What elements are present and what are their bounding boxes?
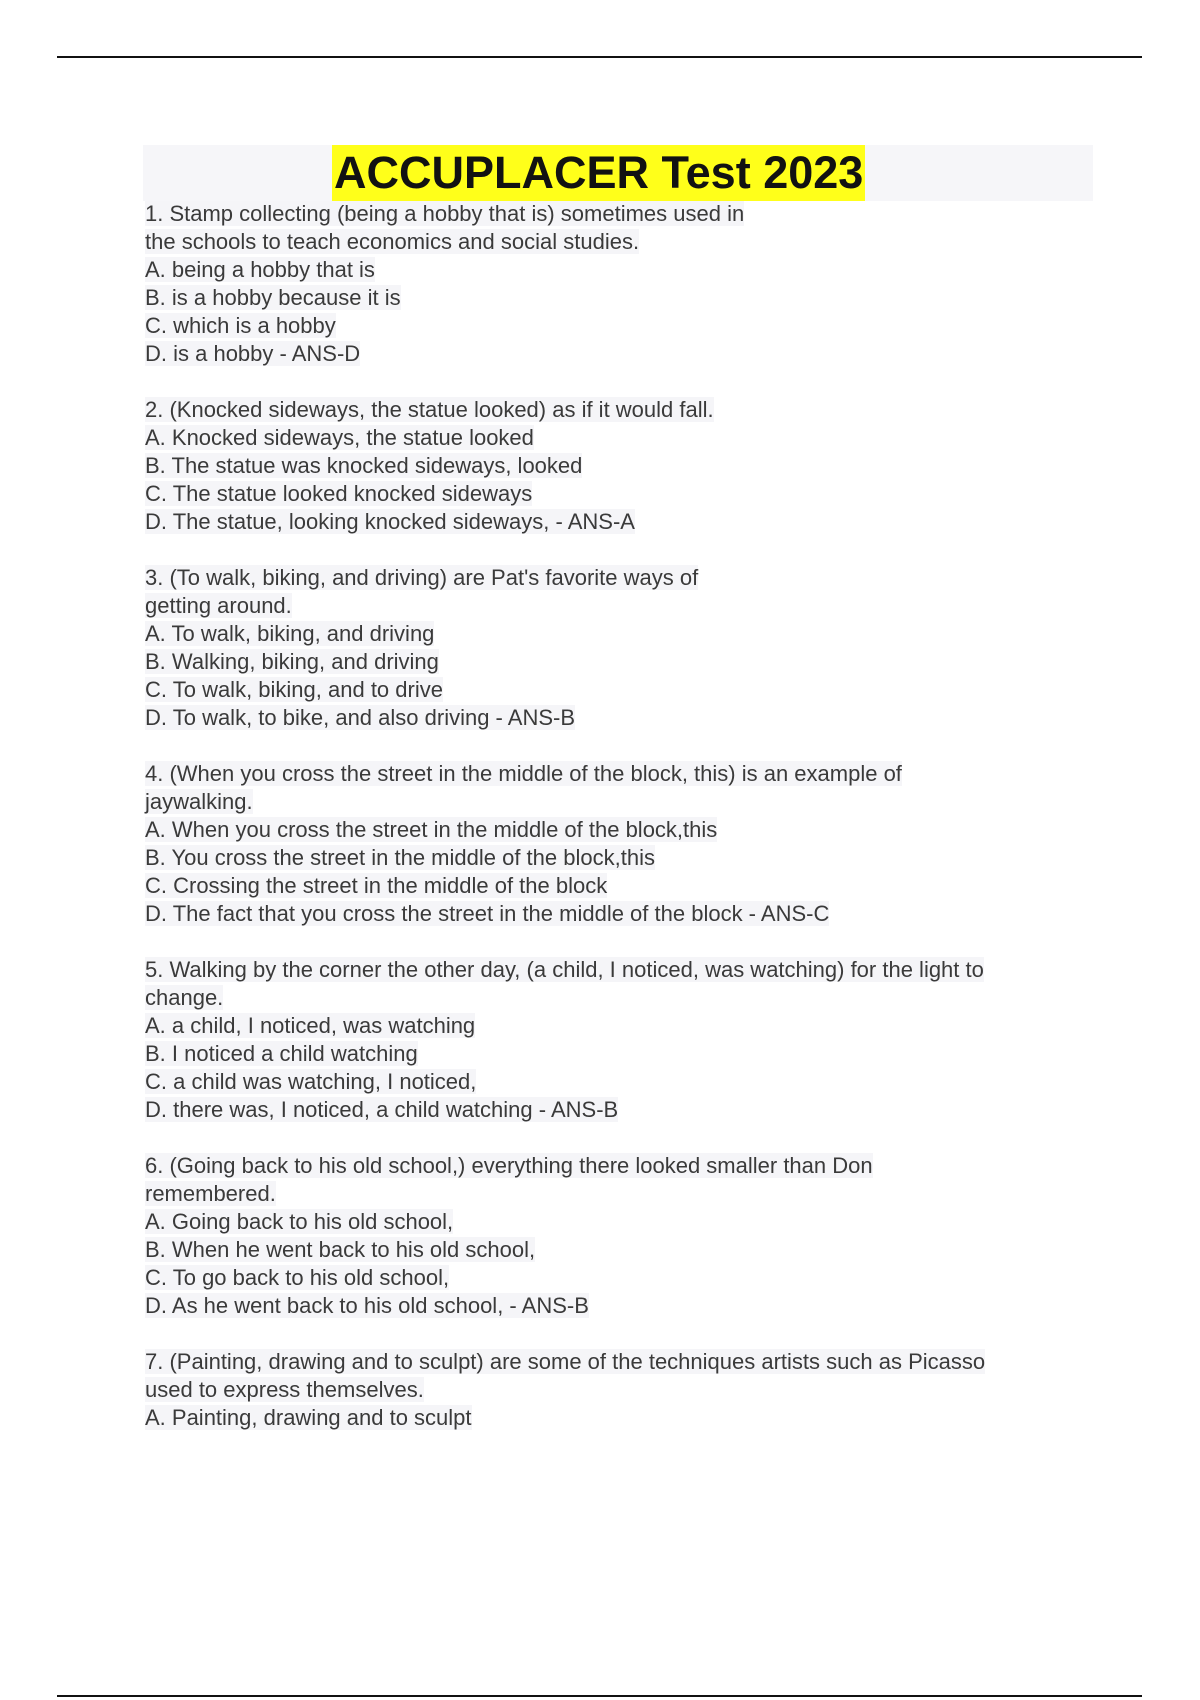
- question-1-option-c: [145, 312, 1075, 340]
- question-list: [145, 200, 1075, 1460]
- option-text: C. a child was watching, I noticed,: [145, 1069, 477, 1094]
- question-5-option-c: [145, 1068, 1075, 1096]
- option-text: C. which is a hobby: [145, 313, 336, 338]
- question-6-stem: [145, 1152, 1075, 1208]
- question-7: [145, 1348, 1075, 1432]
- question-3-option-c: [145, 676, 1075, 704]
- option-text: A. a child, I noticed, was watching: [145, 1013, 476, 1038]
- question-2-options: [145, 424, 1075, 536]
- option-text: A. To walk, biking, and driving: [145, 621, 435, 646]
- question-1-options: [145, 256, 1075, 368]
- question-5-stem-line-1: 5. Walking by the corner the other day, (a child, I noticed, was watching) for the light to: [145, 957, 984, 982]
- question-1-stem-line-1: 1. Stamp collecting (being a hobby that is) sometimes used in: [145, 201, 745, 226]
- question-3-option-a: [145, 620, 1075, 648]
- option-text: D. The statue, looking knocked sideways, - ANS-A: [145, 509, 635, 534]
- question-4-options: [145, 816, 1075, 928]
- option-text: C. To walk, biking, and to drive: [145, 677, 443, 702]
- question-1-option-a: [145, 256, 1075, 284]
- question-3-option-b: [145, 648, 1075, 676]
- question-1-stem: [145, 200, 1075, 256]
- question-2-stem-line-1: 2. (Knocked sideways, the statue looked) as if it would fall.: [145, 397, 714, 422]
- option-text: B. Walking, biking, and driving: [145, 649, 439, 674]
- question-5-options: [145, 1012, 1075, 1124]
- question-4: [145, 760, 1075, 928]
- question-7-option-a: [145, 1404, 1075, 1432]
- question-5-option-d: [145, 1096, 1075, 1124]
- question-6: [145, 1152, 1075, 1320]
- question-4-option-d: [145, 900, 1075, 928]
- option-text: C. To go back to his old school,: [145, 1265, 450, 1290]
- question-6-stem-line-1: 6. (Going back to his old school,) everything there looked smaller than Don: [145, 1153, 873, 1178]
- question-7-stem: [145, 1348, 1075, 1404]
- question-2: [145, 396, 1075, 536]
- question-2-option-b: [145, 452, 1075, 480]
- question-2-option-c: [145, 480, 1075, 508]
- question-6-option-d: [145, 1292, 1075, 1320]
- question-2-option-d: [145, 508, 1075, 536]
- option-text: B. When he went back to his old school,: [145, 1237, 536, 1262]
- option-text: A. Knocked sideways, the statue looked: [145, 425, 534, 450]
- question-6-stem-line-2: remembered.: [145, 1181, 276, 1206]
- question-3-options: [145, 620, 1075, 732]
- option-text: B. The statue was knocked sideways, looked: [145, 453, 583, 478]
- option-text: A. Painting, drawing and to sculpt: [145, 1405, 472, 1430]
- question-6-option-a: [145, 1208, 1075, 1236]
- option-text: C. The statue looked knocked sideways: [145, 481, 533, 506]
- option-text: D. To walk, to bike, and also driving - ANS-B: [145, 705, 576, 730]
- question-4-stem-line-2: jaywalking.: [145, 789, 253, 814]
- question-2-option-a: [145, 424, 1075, 452]
- bottom-rule: [57, 1695, 1142, 1697]
- question-7-stem-line-2: used to express themselves.: [145, 1377, 424, 1402]
- question-2-stem: [145, 396, 1075, 424]
- option-text: D. As he went back to his old school, - ANS-B: [145, 1293, 589, 1318]
- option-text: A. When you cross the street in the middle of the block,this: [145, 817, 718, 842]
- option-text: D. The fact that you cross the street in the middle of the block - ANS-C: [145, 901, 830, 926]
- option-text: A. being a hobby that is: [145, 257, 375, 282]
- option-text: B. You cross the street in the middle of the block,this: [145, 845, 655, 870]
- question-4-stem: [145, 760, 1075, 816]
- document-title: ACCUPLACER Test 2023: [332, 145, 865, 201]
- option-text: D. is a hobby - ANS-D: [145, 341, 361, 366]
- option-text: B. I noticed a child watching: [145, 1041, 418, 1066]
- question-5-option-a: [145, 1012, 1075, 1040]
- question-1-stem-line-2: the schools to teach economics and social studies.: [145, 229, 640, 254]
- option-text: B. is a hobby because it is: [145, 285, 401, 310]
- question-5-stem: [145, 956, 1075, 1012]
- question-1-option-b: [145, 284, 1075, 312]
- option-text: C. Crossing the street in the middle of the block: [145, 873, 608, 898]
- question-3-stem: [145, 564, 1075, 620]
- question-3-stem-line-1: 3. (To walk, biking, and driving) are Pat's favorite ways of: [145, 565, 699, 590]
- option-text: A. Going back to his old school,: [145, 1209, 454, 1234]
- question-5-option-b: [145, 1040, 1075, 1068]
- question-3: [145, 564, 1075, 732]
- question-4-option-c: [145, 872, 1075, 900]
- question-7-stem-line-1: 7. (Painting, drawing and to sculpt) are some of the techniques artists such as Picasso: [145, 1349, 986, 1374]
- question-3-stem-line-2: getting around.: [145, 593, 292, 618]
- question-4-option-a: [145, 816, 1075, 844]
- question-5-stem-line-2: change.: [145, 985, 224, 1010]
- question-6-option-b: [145, 1236, 1075, 1264]
- option-text: D. there was, I noticed, a child watching - ANS-B: [145, 1097, 619, 1122]
- question-1-option-d: [145, 340, 1075, 368]
- question-7-options: [145, 1404, 1075, 1432]
- question-4-stem-line-1: 4. (When you cross the street in the middle of the block, this) is an example of: [145, 761, 902, 786]
- question-3-option-d: [145, 704, 1075, 732]
- question-4-option-b: [145, 844, 1075, 872]
- question-1: [145, 200, 1075, 368]
- question-6-option-c: [145, 1264, 1075, 1292]
- top-rule: [57, 56, 1142, 58]
- question-5: [145, 956, 1075, 1124]
- question-6-options: [145, 1208, 1075, 1320]
